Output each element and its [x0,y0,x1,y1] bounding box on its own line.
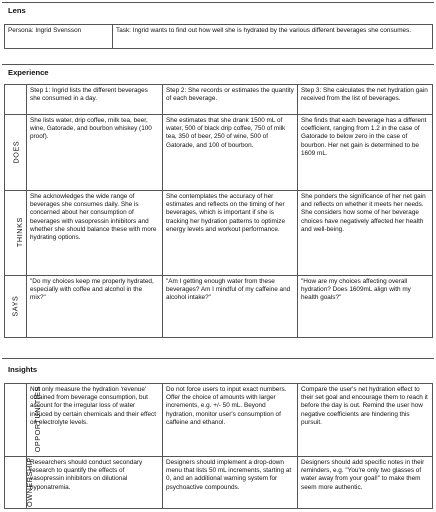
thinks-row [5,191,433,276]
ownership-label: OWNERSHIP [24,457,34,507]
says-step-3: "How are my choices affecting overall hydration? Does 1609mL align with my health goals?" [298,276,433,338]
experience-table [4,84,433,338]
says-label-cell [5,276,27,338]
does-row [5,115,433,191]
step-3: Step 3: She calculates the net hydration gain received from the list of beverages. [298,85,433,115]
ownership-label-cell [5,457,34,509]
opportunities-row [5,384,433,457]
opportunities-step-2: Do not force users to input exact numbers. Offer the choice of amounts with larger increments, e.g. +/- 50 mL. Beyond hydration, monitor user's consumption of caffeine and ethanol. [163,384,298,457]
thinks-label: THINKS [14,217,24,248]
does-step-3: She finds that each beverage has a different coefficient, ranging from 1.2 in the case of Gatorade to below zero in the case of bourbon. Her net gain is determined to be 1609 mL. [298,115,433,191]
insights-divider [2,358,434,359]
says-row [5,276,433,338]
says-step-1: "Do my choices keep me properly hydrated, especially with coffee and alcohol in the mix?" [27,276,163,338]
does-step-1: She lists water, drip coffee, milk tea, beer, wine, Gatorade, and bourbon whiskey (100 proof). [27,115,163,191]
opportunities-label: OPPORTUNITIES [33,386,43,453]
says-step-2: "Am I getting enough water from these beverages? Am I mindful of my caffeine and alcohol intake?" [163,276,298,338]
does-label-cell [5,115,27,191]
ownership-row [5,457,433,509]
thinks-label-cell [5,191,27,276]
ownership-step-3: Designers should add specific notes in their reminders, e.g. "You're only two glasses of water away from your goal!" to make them seem more authentic. [298,457,433,509]
ownership-step-1: Researchers should conduct secondary research to quantify the effects of vasopressin inhibitors on dilutional hyponatremia. [27,457,163,509]
opportunities-step-3: Compare the user's net hydration effect to their set goal and encourage them to reach it before the day is out. Remind the user how negative coefficients are hindering this pursuit. [298,384,433,457]
lens-title: Lens [8,6,26,15]
experience-divider [2,64,434,65]
experience-title: Experience [8,68,49,77]
thinks-step-3: She ponders the significance of her net gain and reflects on whether it meets her needs. She considers how some of her beverage choices have negatively affected her health and well-being. [298,191,433,276]
steps-row [5,85,433,115]
persona-cell: Persona: Ingrid Svensson [5,25,113,49]
thinks-step-1: She acknowledges the wide range of beverages she consumes daily. She is concerned about her consumption of beverages with vasopressin inhibitors and whether she should balance these with more hydrating options. [27,191,163,276]
step-2: Step 2: She records or estimates the quantity of each beverage. [163,85,298,115]
ownership-step-2: Designers should implement a drop-down menu that lists 50 mL increments, starting at 0, and an additional warning system for psychoactive compounds. [163,457,298,509]
insights-table [4,383,433,509]
corner-cell [5,85,27,115]
step-1: Step 1: Ingrid lists the different beverages she consumed in a day. [27,85,163,115]
lens-table [4,24,433,49]
does-label: DOES [11,140,21,164]
insights-title: Insights [8,365,38,374]
opportunities-label-cell [5,384,43,457]
thinks-step-2: She contemplates the accuracy of her estimates and reflects on the timing of her beverages, which is important if she is tracking her hydration patterns to optimize energy levels and workout performance. [163,191,298,276]
does-step-2: She estimates that she drank 1500 mL of water, 500 of black drip coffee, 750 of milk tea, 350 of beer, 250 of wine, 500 of Gatorade, and 100 of bourbon. [163,115,298,191]
top-divider [2,2,434,3]
task-cell: Task: Ingrid wants to find out how well she is hydrated by the various different beverages she consumes. [113,25,433,49]
opportunities-step-1: Not only measure the hydration 'revenue' obtained from beverage consumption, but account for the irregular loss of water induced by certain chemicals and their effect on electrolyte levels. [27,384,163,457]
says-label: SAYS [10,295,20,317]
